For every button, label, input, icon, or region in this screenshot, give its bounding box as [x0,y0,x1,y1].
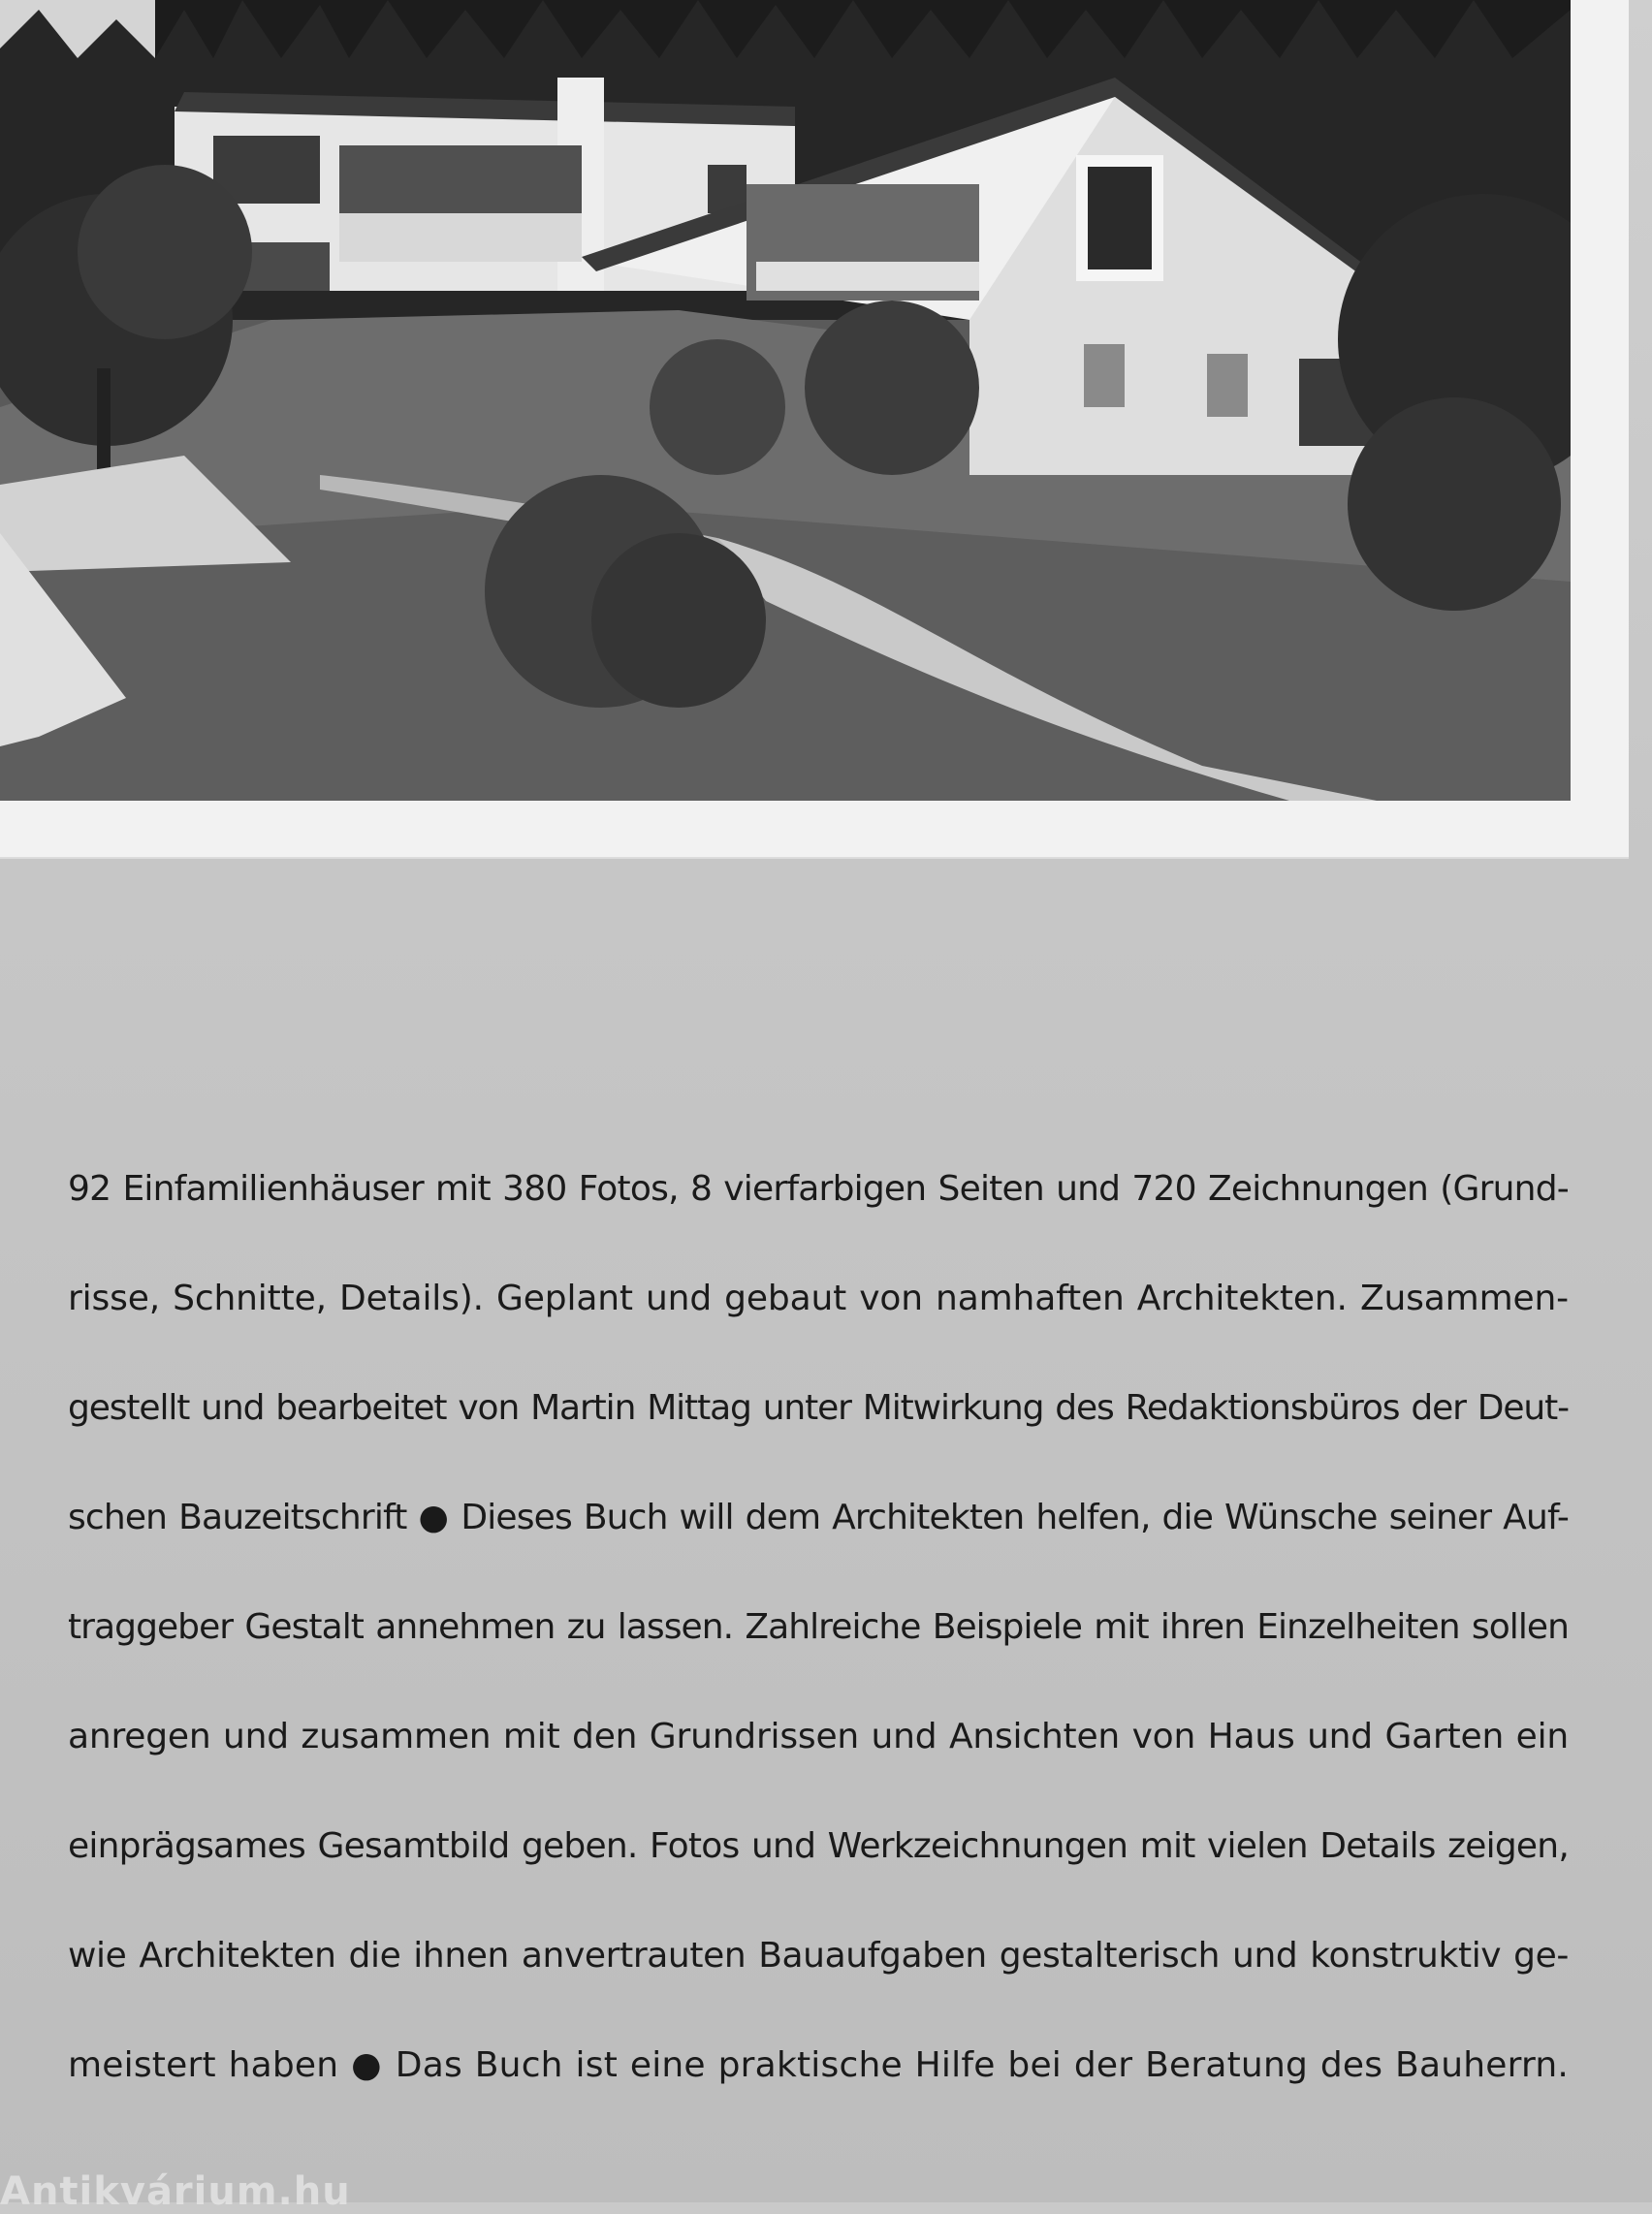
text-line [68,1134,1569,1244]
text-line [68,1682,1569,1791]
text-line-content: 92 Einfamilienhäuser mit 380 Fotos, 8 vierfarbigen Seiten und 720 Zeichnungen (Grund- [68,1169,1569,1209]
text-line-content: anregen und zusammen mit den Grundrissen und Ansichten von Haus und Garten ein [68,1717,1569,1756]
watermark: Antikvárium.hu [0,2169,351,2214]
text-line-content: einprägsames Gesamtbild geben. Fotos und Werkzeichnungen mit vielen Details zeigen, [68,1826,1569,1866]
text-line [68,1791,1569,1901]
text-line [68,1901,1569,2010]
text-line-content: schen Bauzeitschrift ● Dieses Buch will dem Architekten helfen, die Wünsche seiner Auf- [68,1498,1569,1537]
house-photo [0,0,1571,801]
photo-mount [0,0,1629,857]
text-line [68,1572,1569,1682]
description-text [68,1134,1569,2120]
text-line-content: traggeber Gestalt annehmen zu lassen. Zahlreiche Beispiele mit ihren Einzelheiten sollen [68,1607,1569,1647]
text-line-content: meistert haben ● Das Buch ist eine praktische Hilfe bei der Beratung des Bauherrn. [68,2045,1569,2085]
text-line [68,1244,1569,1353]
text-line [68,1463,1569,1572]
text-line-content: wie Architekten die ihnen anvertrauten Bauaufgaben gestalterisch und konstruktiv ge- [68,1936,1569,1976]
text-line [68,2010,1569,2120]
text-line [68,1353,1569,1463]
text-line-content: risse, Schnitte, Details). Geplant und gebaut von namhaften Architekten. Zusammen- [68,1279,1569,1318]
text-line-content: gestellt und bearbeitet von Martin Mittag unter Mitwirkung des Redaktionsbüros der Deut- [68,1388,1569,1428]
